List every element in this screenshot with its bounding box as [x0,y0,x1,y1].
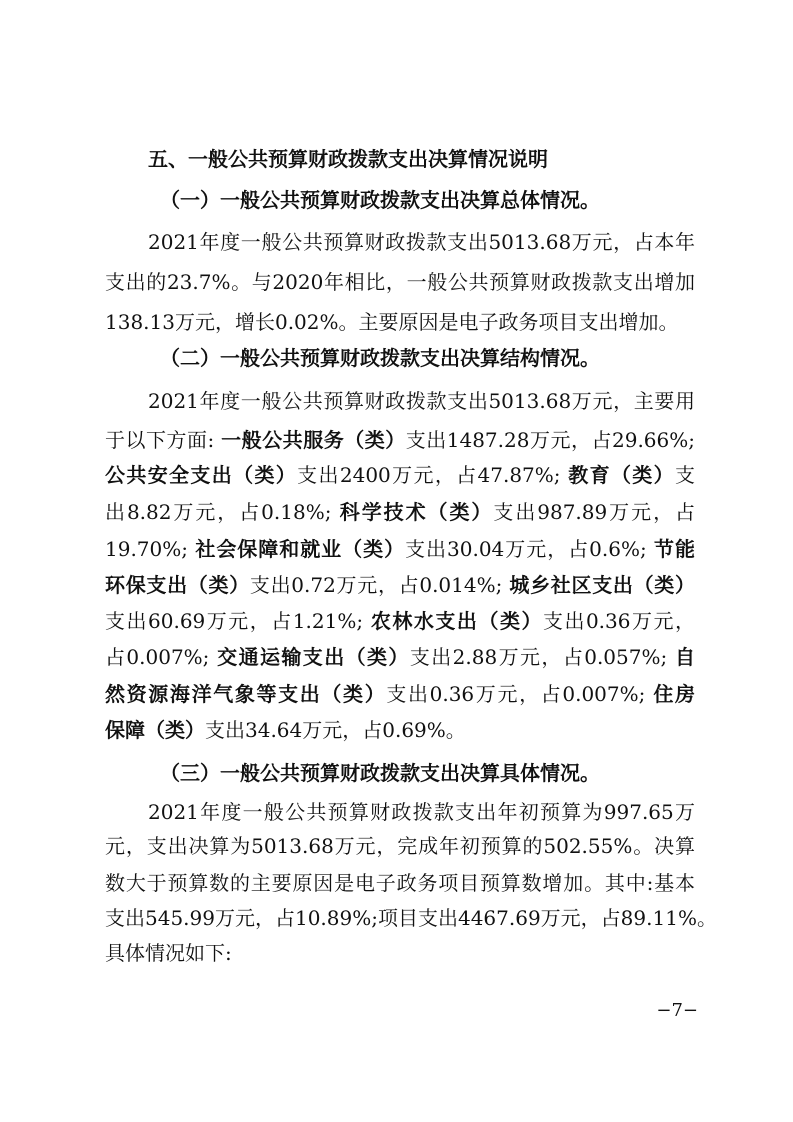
paragraph-line: 于以下方面: 一般公共服务（类）支出1487.28万元，占29.66%; [105,428,695,452]
paragraph-line: 2021年度一般公共预算财政拨款支出年初预算为997.65万 [148,800,695,824]
paragraph-line: 具体情况如下: [105,941,232,965]
paragraph-line: 保障（类）支出34.64万元，占0.69%。 [105,718,466,742]
paragraph-line: 2021年度一般公共预算财政拨款支出5013.68万元，主要用 [148,389,695,413]
paragraph-line: 支出的23.7%。与2020年相比，一般公共预算财政拨款支出增加 [105,270,695,294]
paragraph-line: 138.13万元，增长0.02%。主要原因是电子政务项目支出增加。 [105,310,679,334]
paragraph-line: 2021年度一般公共预算财政拨款支出5013.68万元，占本年 [148,230,695,254]
page-number: −7− [656,1000,698,1021]
paragraph-line: 环保支出（类）支出0.72万元，占0.014%; 城乡社区支出（类） [105,573,696,597]
paragraph-line: 公共安全支出（类）支出2400万元，占47.87%; 教育（类）支 [105,463,696,487]
paragraph-line: 19.70%; 社会保障和就业（类）支出30.04万元，占0.6%; 节能 [105,537,696,561]
section-title: 五、一般公共预算财政拨款支出决算情况说明 [148,147,548,171]
paragraph-line: 数大于预算数的主要原因是电子政务项目预算数增加。其中:基本 [105,871,695,895]
paragraph-line: 出8.82万元，占0.18%; 科学技术（类）支出987.89万元，占 [105,500,696,524]
subsection-title-1: （一）一般公共预算财政拨款支出决算总体情况。 [160,188,600,212]
paragraph-line: 支出545.99万元，占10.89%;项目支出4467.69万元，占89.11%。 [105,906,717,930]
paragraph-line: 元，支出决算为5013.68万元，完成年初预算的502.55%。决算 [105,834,695,858]
paragraph-line: 支出60.69万元，占1.21%; 农林水支出（类）支出0.36万元， [105,609,696,633]
paragraph-line: 然资源海洋气象等支出（类）支出0.36万元，占0.007%; 住房 [105,682,696,706]
subsection-title-2: （二）一般公共预算财政拨款支出决算结构情况。 [160,346,600,370]
subsection-title-3: （三）一般公共预算财政拨款支出决算具体情况。 [160,761,600,785]
paragraph-line: 占0.007%; 交通运输支出（类）支出2.88万元，占0.057%; 自 [105,645,695,669]
